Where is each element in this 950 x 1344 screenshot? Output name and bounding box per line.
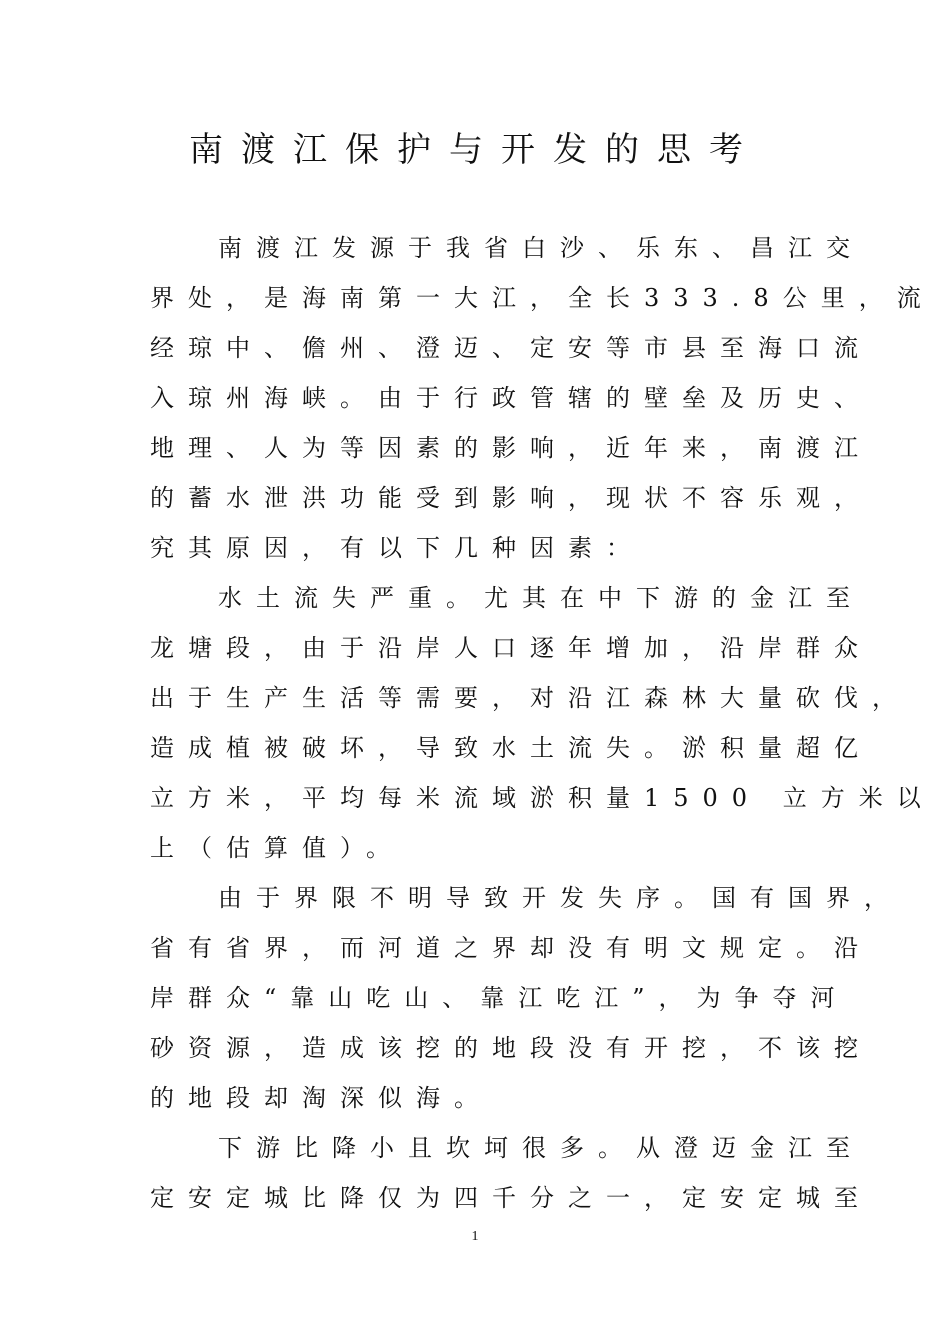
text-line: 的蓄水泄洪功能受到影响，现状不容乐观，: [150, 484, 872, 512]
document-title: 南渡江保护与开发的思考: [189, 130, 761, 170]
text-line: 界处，是海南第一大江，全长333.8公里，流: [150, 284, 935, 312]
text-line: 地理、人为等因素的影响，近年来，南渡江: [150, 434, 872, 462]
text-line: 经琼中、儋州、澄迈、定安等市县至海口流: [150, 334, 872, 362]
text-line: 究其原因，有以下几种因素：: [150, 534, 644, 562]
text-line: 砂资源，造成该挖的地段没有开挖，不该挖: [150, 1034, 872, 1062]
text-line: 入琼州海峡。由于行政管辖的壁垒及历史、: [150, 384, 872, 412]
text-line: 出于生产生活等需要，对沿江森林大量砍伐，: [150, 684, 910, 712]
text-line: 南渡江发源于我省白沙、乐东、昌江交: [218, 234, 864, 262]
text-line: 造成植被破坏，导致水土流失。淤积量超亿: [150, 734, 872, 762]
text-line: 省有省界，而河道之界却没有明文规定。沿: [150, 934, 872, 962]
text-line: 岸群众“靠山吃山、靠江吃江”，为争夺河: [150, 984, 849, 1012]
text-line: 立方米，平均每米流域淤积量1500 立方米以: [150, 784, 935, 812]
text-line: 的地段却淘深似海。: [150, 1084, 492, 1112]
page-number: 1: [471, 1229, 479, 1244]
text-line: 定安定城比降仅为四千分之一，定安定城至: [150, 1184, 872, 1212]
text-line: 上（估算值）。: [150, 834, 404, 862]
text-line: 龙塘段，由于沿岸人口逐年增加，沿岸群众: [150, 634, 872, 662]
text-line: 水土流失严重。尤其在中下游的金江至: [218, 584, 864, 612]
text-line: 下游比降小且坎坷很多。从澄迈金江至: [218, 1134, 864, 1162]
text-line: 由于界限不明导致开发失序。国有国界，: [218, 884, 902, 912]
